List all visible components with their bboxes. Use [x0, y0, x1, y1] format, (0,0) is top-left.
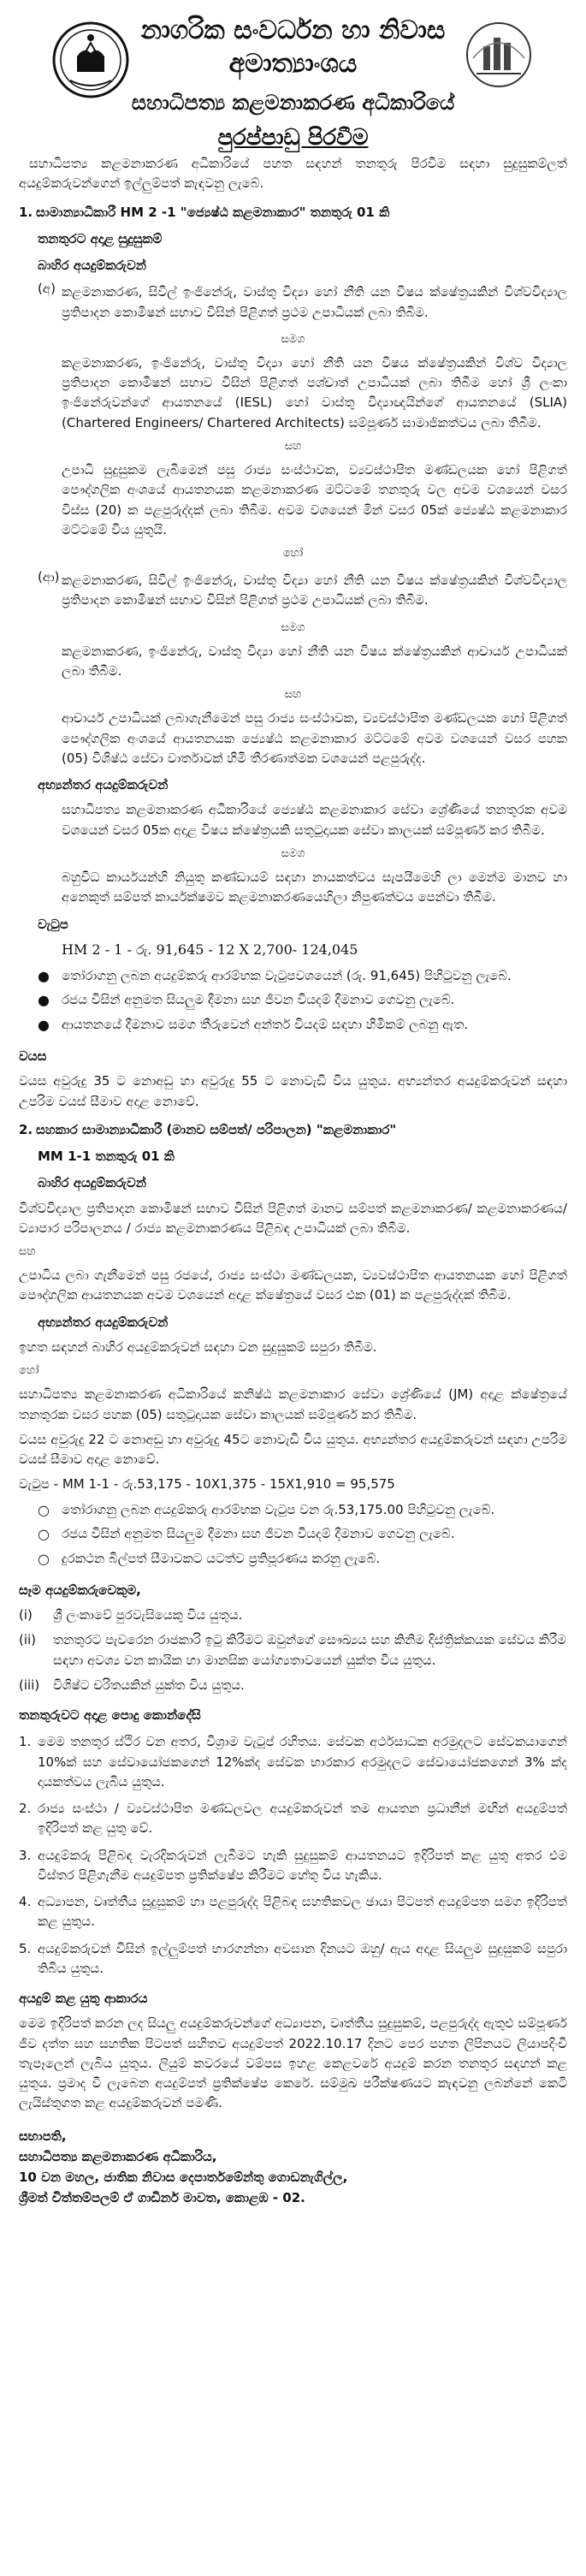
age-text: වයස අවුරුදු 35 ට නොඅඩු හා අවුරුදු 55 ට නොවැඩි විය යුතුය. අභ්‍යන්තර අයදුම්කරුවන් සඳහා උපරිම වයස් සීමාව අදාළ නොවේ.	[19, 1073, 567, 1109]
option-text: කළමනාකරණ, ඉංජිනේරු, වාස්තු විද්‍යා හෝ නීති යන විෂය ක්ෂේත්‍රයකින් විශ්ව විද්‍යාල ප්‍රතිපාදන කොමිෂන් සභාව විසින් පිළිගත් පශ්චාත් උපාධියක් ලබා තිබීම හෝ ශ්‍රී ලංකා ඉංජිනේරුවන්ගේ ආයතනයේ (IESL) හෝ වාස්තු විද්‍යාඥයින්ගේ ආයතනයේ (SLIA) (Chartered Engineers/ Chartered Architects) සම්පූර්ණ සාමාජිකත්වය ලබා තිබීම.	[62, 354, 567, 430]
internal-text: ඉහත සඳහන් බාහිර අයදුම්කරුවන් සඳහා වන සුදුසුකම් සපුරා තිබීම.	[19, 1338, 377, 1355]
notice-title: පුරප්පාඩු පිරවීම	[217, 125, 369, 151]
grade-title: MM 1-1 තනතුරු 01 කි	[38, 1149, 175, 1165]
section-number: 2.	[19, 1121, 33, 1137]
item-label: 1.	[19, 1734, 32, 1750]
connector-text: සමග	[281, 332, 305, 346]
connector-text: සමග	[281, 620, 305, 634]
section-title: සහකාර සාමාන්‍යාධිකාරී (මානව සම්පත්/ පරිපාලන) "කළමනාකාර"	[36, 1121, 397, 1137]
option-text: කළමනාකරණ, ඉංජිනේරු, වාස්තු විද්‍යා හෝ නීති යන විෂය ක්ෂේත්‍රයකින් ආචාර්ය උපාධියක් ලබා තිබීම.	[62, 643, 567, 680]
list-item	[19, 1676, 567, 1695]
signature-line: ශ්‍රීමත් චිත්තම්පලම් ඒ ගාඩිනර් මාවත, කොළඹ - 02.	[19, 2189, 305, 2205]
option-label: (අ)	[38, 281, 56, 297]
section-2-heading	[19, 1120, 567, 1140]
item-label: 5.	[19, 1940, 32, 1956]
item-text: විශිෂ්ට චරිතයකින් යුක්ත විය යුතුය.	[53, 1677, 245, 1693]
benefit-item	[38, 990, 567, 1012]
item-text: ශ්‍රී ලංකාවේ පුරවැසියෙකු විය යුතුය.	[53, 1607, 243, 1623]
connector-text: සහ	[284, 688, 302, 702]
option-a	[38, 279, 567, 326]
list-item	[19, 1846, 567, 1886]
option-text: ආචාර්ය උපාධියක් ලබාගැනීමෙන් පසු රාජ්‍ය සංස්ථාවක, ව්‍යවස්ථාපිත මණ්ඩලයක හෝ පිළිගත් පෞද්ගලික අංශයේ ආයතනයක ජ්‍යෙෂ්ඨ කළමනාකාර මට්ටමේ අවම වශයෙන් වසර පහක (05) විශිෂ්ඨ සේවා වාර්තාවක් හිමි තීරණාත්මක වශයෙන් පළපුරුද්ද.	[62, 710, 567, 766]
list-item	[19, 1892, 567, 1932]
benefit-item	[38, 1524, 567, 1546]
benefit-item	[38, 1015, 567, 1036]
bullet-icon: ●	[38, 967, 50, 984]
benefit-item	[38, 966, 567, 988]
item-text: රාජ්‍ය සංස්ථා / ව්‍යවස්ථාපිත මණ්ඩලවල අයදුම්කරුවන් තම ආයතන ප්‍රධානීන් මඟින් අයදුම්පත් ඉදිරිපත් කළ යුතු වේ.	[38, 1801, 567, 1837]
apply-title: අයදුම් කළ යුතු ආකාරය	[19, 1991, 148, 2007]
item-text: අයදුම්කරුවන් විසින් ඉල්ලුම්පත් භාරගන්නා අවසාන දිනයට ඔහු/ ඇය අදාළ සියලුම සුදුසුකම් සපුරා තිබිය යුතුය.	[38, 1940, 567, 1976]
ministry-name-line1: නාගරික සංවර්ධන හා නිවාස	[140, 15, 446, 45]
item-label: 4.	[19, 1894, 32, 1910]
internal-text: බහුවිධ කාර්යයන්හි නියුතු කණ්ඩායම් සඳහා නායකත්වය සැපයීමෙහි ලා මෙන්ම මානව හා අනෙකුත් සම්පත් කාර්යක්ෂමව කළමනාකරණයෙහිලා නිපුණත්වය පෙන්වා තිබීම.	[62, 870, 567, 905]
bullet-icon: ●	[38, 1017, 50, 1034]
apply-text: මෙම ඉදිරිපත් කරන ලද සියලු අයදුම්කරුවන්ගේ අධ්‍යාපන, වෘත්තීය සුදුසුකම්, පළපුරුද්ද ඇතුළු සම්පූර්ණ ජීව දත්ත සහ සහතික පිටපත් සහිතව අයදුම්පත් 2022.10.17 දිනට පෙර පහත ලිපිනයට ලියාපදිංචි තැපෑලෙන් ලැබිය යුතුය. ලියුම් කවරයේ වම්පස ඉහළ කෙළවරේ අයදුම් කරන තනතුර සඳහන් කළ යුතුය. ප්‍රමාද වී ලැබෙන අයදුම්පත් ප්‍රතික්ෂේප කෙරේ. සම්මුඛ පරීක්ෂණයට කැඳවනු ලබන්නේ කෙටි ලැයිස්තුගත කළ අයදුම්කරුවන් පමණි.	[19, 2015, 567, 2111]
internal-applicants-title: අභ්‍යන්තර අයදුම්කරුවන්	[38, 777, 169, 793]
salary-scale: වැටුප - MM 1-1 - රු.53,175 - 10X1,375 - 15X1,910 = 95,575	[19, 1476, 395, 1493]
internal-text: සහාධිපත්‍ය කළමනාකරණ අධිකාරියේ කනිෂ්ඨ කළමනාකාර සේවා ශ්‍රේණියේ (JM) අදාළ ක්ෂේත්‍රයේ තනතුරක වසර පහක (05) සතුටුදායක සේවා කාලයක් සම්පූර්ණ කර තිබීම.	[19, 1386, 567, 1422]
benefit-item	[38, 1500, 567, 1522]
external-text: විශ්වවිද්‍යාල ප්‍රතිපාදන කොමිෂන් සභාව විසින් පිළිගත් මානව සම්පත් කළමනාකරණ/ කළමනාකරණය/ව්‍යාපාර පරිපාලනය / රාජ්‍ය කළමනාකරණය පිළිබඳ උපාධියක් ලබා තිබීම.	[19, 1200, 567, 1236]
general-title: සෑම අයදුම්කරුවෙකුම,	[19, 1582, 141, 1598]
header	[19, 14, 567, 151]
item-text: අයදුම්කරු පිළිබඳ වැරදිකරුවන් ලැබීමට හැකි සුදුසුකම් ආයතනයට ඉදිරිපත් කළ යුතු අතර එම විස්තර පිළිගැනීම අයදුම්පත ප්‍රතික්ෂේප කිරීමට හේතු විය හැකිය.	[38, 1847, 567, 1883]
connector-text: සමග	[281, 846, 305, 860]
signature-line: 10 වන මහල, ජාතික නිවාස දෙපාර්තමේන්තු ගොඩනැගිල්ල,	[19, 2169, 348, 2185]
connector-text: සහ	[19, 1245, 36, 1259]
signature-line: සභාපති,	[19, 2128, 67, 2144]
item-label: 3.	[19, 1847, 32, 1863]
item-label: 2.	[19, 1801, 32, 1817]
list-item	[19, 1799, 567, 1839]
option-text: කළමනාකරණ, සිවිල් ඉංජිනේරු, වාස්තු විද්‍යා හෝ නීති යන විෂය ක්ෂේත්‍රයකින් විශ්වවිද්‍යාල ප්‍රතිපාදන කොමිෂන් සභාව විසින් පිළිගත් ප්‍රථම උපාධියක් ලබා තිබීම.	[62, 284, 567, 320]
requirements-title: තනතුරට අදාළ සුදුසුකම්	[38, 230, 163, 246]
connector-text: හෝ	[282, 547, 304, 561]
benefit-text: රජය විසින් අනුමත සියලුම දීමනා සහ ජීවන වියදම් දීමනාව ගෙවනු ලැබේ.	[62, 1526, 455, 1542]
item-label: (i)	[19, 1607, 33, 1623]
benefit-text: රජය විසින් අනුමත සියලුම දීමනා සහ ජීවන වියදම් දීමනාව ගෙවනු ලැබේ.	[62, 992, 455, 1008]
age-text: වයස අවුරුදු 22 ට නොඅඩු හා අවුරුදු 45ට නොවැඩි විය යුතුය. අභ්‍යන්තර අයදුම්කරුවන් සඳහා උපරිම වයස් සීමාව අදාළ නොවේ.	[19, 1431, 567, 1468]
bullet-icon: ○	[38, 1551, 50, 1568]
authority-logo-icon	[465, 21, 533, 89]
connector-text: සහ	[284, 439, 302, 453]
item-text: අධ්‍යාපන, වෘත්තීය සුදුසුකම් හා පළපුරුද්ද පිළිබඳ සහතිකවල ඡායා පිටපත් අයදුම්පත සමග ඉදිරිපත් කළ යුතුය.	[38, 1894, 567, 1930]
bullet-icon: ○	[38, 1526, 50, 1543]
internal-text: සහාධිපත්‍ය කළමනාකරණ අධිකාරියේ ජ්‍යෙෂ්ඨ කළමනාකාර සේවා ශ්‍රේණියේ තනතුරක අවම වශයෙන් වසර 05ක අදාළ විෂය ක්ෂේත්‍රයකි සතුටුදායක සේවා කාලයක් සම්පූර්ණ කර තිබීම.	[62, 802, 567, 838]
external-text: උපාධිය ලබා ගැනීමෙන් පසු රජයේ, රාජ්‍ය සංස්ථා මණ්ඩලයක, ව්‍යවස්ථාපිත ආයතනයක හෝ පිළිගත් පෞද්ගලික ආයතනයක අවම වශයෙන් අදාළ ක්ෂේත්‍රයේ වසර එක (01) ක පළපුරුද්දක් තිබීම.	[19, 1267, 567, 1303]
option-text: උපාධි සුදුසුකම ලැබීමෙන් පසු රාජ්‍ය සංස්ථාවක, ව්‍යවස්ථාපිත මණ්ඩලයක හෝ පිළිගත් පෞද්ගලික අංශයේ ආයතනයක කළමනාකරණ මට්ටමේ තනතුරු වල අවම වශයෙන් වසර විස්ස (20) ක පළපුරුද්දක් ලබා තිබීම. අවම වශයෙන් මින් වසර 05ක් ජ්‍යෙෂ්ඨ කළමනාකාර මට්ටමේ විය යුතුයි.	[62, 462, 567, 537]
benefit-text: ආයතනයේ දීමනාව සමග තීරුවෙන් අන්තර් වියදම් සඳහා හිමිකම් ලබනු ඇත.	[62, 1017, 469, 1033]
list-item	[19, 1630, 567, 1671]
benefit-text: දුරකථන බිල්පත් සීමාවකට යටත්ව ප්‍රතිපූරණය කරනු ලැබේ.	[62, 1551, 381, 1567]
internal-applicants-title: අභ්‍යන්තර අයදුම්කරුවන්	[38, 1314, 169, 1330]
external-applicants-title: බාහිර අයදුම්කරුවන්	[38, 1175, 146, 1191]
list-item	[19, 1939, 567, 1979]
signature-line: සහාධිපත්‍ය කළමනාකරණ අධිකාරිය,	[19, 2148, 217, 2164]
salary-scale: HM 2 - 1 - රු. 91,645 - 12 X 2,700- 124,045	[62, 941, 358, 958]
list-item	[19, 1732, 567, 1792]
signature-block	[19, 2126, 567, 2208]
item-text: මෙම තනතුර ස්ථිර වන අතර, විශ්‍රාම වැටුප් රහිතය. සේවක අර්ථසාධක අරමුදලට සේවකයාගෙන් 10%ක් සහ සේවායෝජකගෙන් 12%ක්ද සේවක භාරකාර අරමුදලට සේවායෝජකගෙන් 3% ක්ද දායකත්වය ලැබිය යුතුය.	[38, 1734, 567, 1790]
intro-text: සහාධිපත්‍ය කළමනාකරණ අධිකාරියේ පහත සඳහන් තනතුරු පිරවීම සඳහා සුදුසුකම්ලත් අයදුම්කරුවන්ගෙන් ඉල්ලුම්පත් කැඳවනු ලැබේ.	[19, 156, 567, 192]
authority-name: සහාධිපත්‍ය කළමනාකරණ අධිකාරියේ	[131, 91, 455, 115]
bullet-icon: ○	[38, 1501, 50, 1518]
item-label: (iii)	[19, 1677, 40, 1693]
external-applicants-title: බාහිර අයදුම්කරුවන්	[38, 258, 146, 273]
benefit-text: තෝරාගනු ලබන අයදුම්කරු ආරම්භක වැටුපවශයෙන් (රු. 91,645) පිහිටුවනු ලැබේ.	[62, 967, 512, 983]
benefit-text: තෝරාගනු ලබන අයදුම්කරු ආරම්භක වැටුප වන රු.53,175.00 පිහිටුවනු ලැබේ.	[62, 1501, 495, 1517]
bullet-icon: ●	[38, 992, 50, 1009]
item-label: (ii)	[19, 1632, 37, 1648]
section-number: 1.	[19, 204, 33, 220]
section-title: සාමාන්‍යාධිකාරී HM 2 -1 "ජ්‍යෙෂ්ඨ කළමනාකාර" තනතුරු 01 කි	[36, 204, 390, 220]
option-text: කළමනාකරණ, සිවිල් ඉංජිනේරු, වාස්තු විද්‍යා හෝ නීති යන විෂය ක්ෂේත්‍රයකින් විශ්වවිද්‍යාල ප්‍රතිපාදන කොමිෂන් සභාව විසින් පිළිගත් ප්‍රථම උපාධියක් ලබා තිබීම.	[62, 573, 567, 608]
connector-text: හෝ	[19, 1364, 39, 1378]
conditions-title: තනතුරුවට අදාළ පොදු කොන්දේසි	[19, 1707, 201, 1724]
age-title: වයස	[19, 1048, 47, 1065]
salary-title: වැටුප	[38, 916, 68, 932]
government-crest-icon	[51, 21, 130, 99]
option-label: (ආ)	[38, 569, 60, 585]
ministry-name-line2: අමාත්‍යාංශය	[228, 49, 358, 79]
option-b	[38, 567, 567, 614]
benefit-item	[38, 1549, 567, 1570]
section-1-heading	[19, 203, 567, 223]
list-item	[19, 1606, 567, 1625]
item-text: තනතුරට පැවරෙන රාජකාරි ඉටු කිරීමට ඔවුන්ගේ සෞඛ්‍යය සහ කිනිම දිස්ත්‍රික්කයක සේවය කිරීම සඳහා අවශ්‍ය වන කායික හා මානසික යෝග්‍යතාවයෙන් යුක්ත විය යුතුය.	[53, 1632, 566, 1668]
